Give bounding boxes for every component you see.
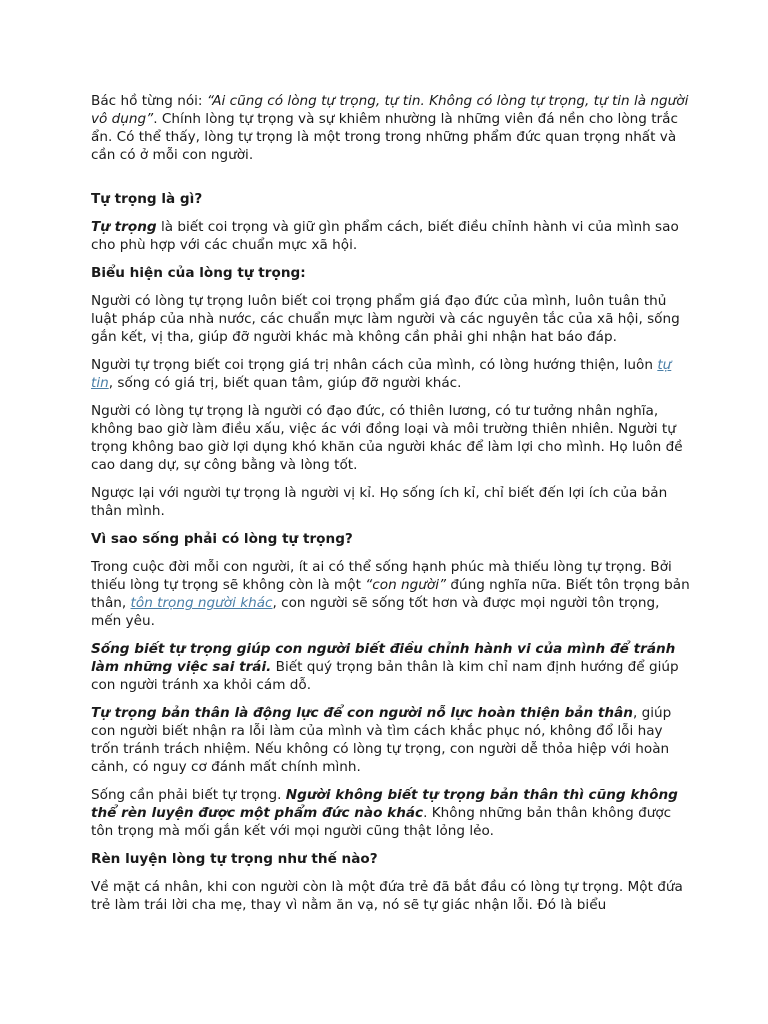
why-2-rest: Biết quý trọng bản thân là kim chỉ nam định hướng để giúp con người tránh xa khỏi cám dỗ.: [91, 659, 679, 693]
definition-text: là biết coi trọng và giữ gìn phẩm cách, biết điều chỉnh hành vi của mình sao cho phù hợp với các chuẩn mực xã hội.: [91, 219, 679, 253]
manifestation-2-before: Người tự trọng biết coi trọng giá trị nhân cách của mình, có lòng hướng thiện, luôn: [91, 357, 658, 373]
why-4-bold: Người không biết tự trọng bản thân thì cũng không thể rèn luyện được một phẩm đức nào khác: [91, 787, 678, 821]
link-respect-others[interactable]: tôn trọng người khác: [130, 595, 273, 611]
definition-term: Tự trọng: [91, 219, 157, 235]
heading-why-self-respect: Vì sao sống phải có lòng tự trọng?: [91, 531, 353, 547]
why-3-bold: Tự trọng bản thân là động lực để con người nỗ lực hoàn thiện bản thân: [91, 705, 633, 721]
why-paragraph-2: [91, 640, 691, 694]
intro-rest: . Chính lòng tự trọng và sự khiêm nhường là những viên đá nền cho lòng trắc ẩn. Có thể thấy, lòng tự trọng là một trong trong những phẩm đức quan trọng nhất và cần có ở mỗi con người.: [91, 111, 678, 163]
why-4-before: Sống cần phải biết tự trọng.: [91, 787, 286, 803]
manifestation-paragraph-4: Ngược lại với người tự trọng là người vị kỉ. Họ sống ích kỉ, chỉ biết đến lợi ích của bản thân mình.: [91, 485, 668, 519]
manifestation-paragraph-1: Người có lòng tự trọng luôn biết coi trọng phẩm giá đạo đức của mình, luôn tuân thủ luật pháp của nhà nước, các chuẩn mực làm người và các nguyên tắc của xã hội, sống gắn kết, vị tha, giúp đỡ người khác mà không cần phải ghi nhận hat báo đáp.: [91, 293, 680, 345]
heading-manifestations: Biểu hiện của lòng tự trọng:: [91, 265, 306, 281]
intro-lead: Bác hồ từng nói:: [91, 93, 207, 109]
manifestation-paragraph-2: [91, 356, 691, 392]
document-page: [91, 92, 691, 924]
definition-paragraph: [91, 218, 691, 254]
heading-how-to-train: Rèn luyện lòng tự trọng như thế nào?: [91, 851, 378, 867]
why-1-before: Trong cuộc đời mỗi con người, ít ai có thể sống hạnh phúc mà thiếu lòng tự trọng. Bởi thiếu lòng tự trọng sẽ không còn là một: [91, 559, 672, 593]
intro-quote: “Ai cũng có lòng tự trọng, tự tin. Không có lòng tự trọng, tự tin là người vô dụng”: [91, 93, 689, 127]
why-1-after: , con người sẽ sống tốt hơn và được mọi người tôn trọng, mến yêu.: [91, 595, 660, 629]
why-paragraph-1: [91, 558, 691, 630]
why-paragraph-4: [91, 786, 691, 840]
manifestation-paragraph-3: Người có lòng tự trọng là người có đạo đức, có thiên lương, có tư tưởng nhân nghĩa, không bao giờ làm điều xấu, việc ác với đồng loại và môi trường thiên nhiên. Người tự trọng không bao giờ lợi dụng khó khăn của người khác để làm lợi cho mình. Họ luôn đề cao dang dự, sự công bằng và lòng tốt.: [91, 403, 683, 473]
why-2-bold: Sống biết tự trọng giúp con người biết điều chỉnh hành vi của mình để tránh làm những việc sai trái.: [91, 641, 676, 675]
train-paragraph-1: Về mặt cá nhân, khi con người còn là một đứa trẻ đã bắt đầu có lòng tự trọng. Một đứa trẻ làm trái lời cha mẹ, thay vì nằm ăn vạ, nó sẽ tự giác nhận lỗi. Đó là biểu: [91, 879, 683, 913]
why-1-quote: “con người”: [365, 577, 447, 593]
why-1-mid: đúng nghĩa nữa. Biết tôn trọng bản thân,: [91, 577, 690, 611]
manifestation-2-after: , sống có giá trị, biết quan tâm, giúp đỡ người khác.: [108, 375, 462, 391]
why-4-rest: . Không những bản thân không được tôn trọng mà mối gắn kết với mọi người cũng thật lỏng lẻo.: [91, 805, 672, 839]
heading-what-is-self-respect: Tự trọng là gì?: [91, 191, 203, 207]
intro-paragraph: [91, 92, 691, 164]
link-tu-tin[interactable]: tự tin: [91, 357, 672, 391]
why-3-rest: , giúp con người biết nhận ra lỗi làm của mình và tìm cách khắc phục nó, không đổ lỗi hay trốn tránh trách nhiệm. Nếu không có lòng tự trọng, con người dễ thỏa hiệp với hoàn cảnh, có nguy cơ đánh mất chính mình.: [91, 705, 672, 775]
why-paragraph-3: [91, 704, 691, 776]
